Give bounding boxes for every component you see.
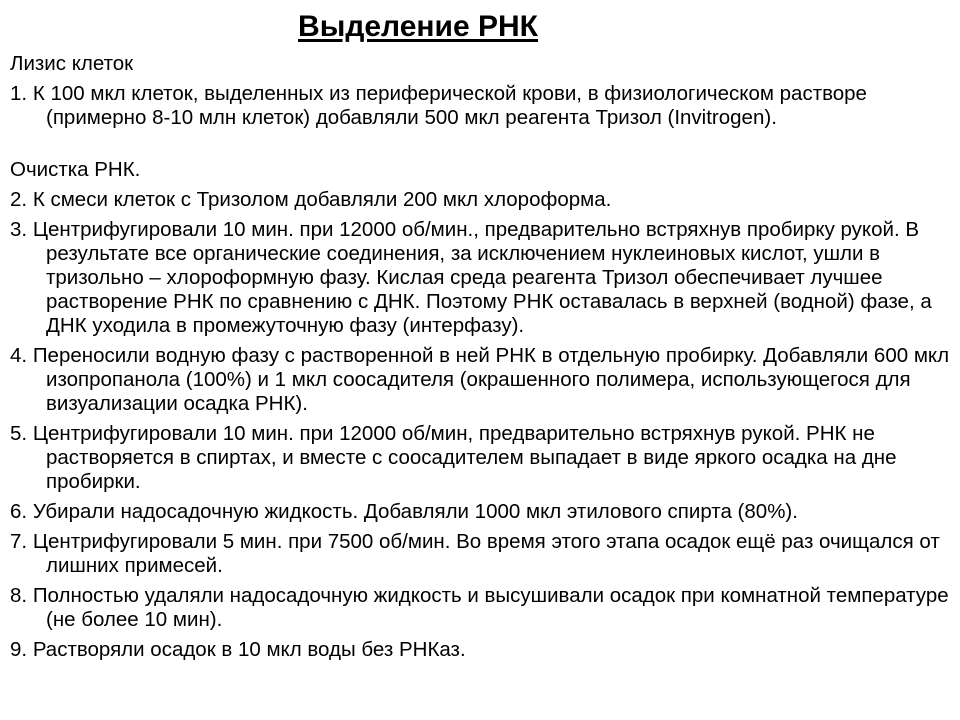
- step-number: 8.: [10, 584, 28, 607]
- step-number: 3.: [10, 218, 28, 241]
- step-8: [10, 584, 950, 632]
- step-1: [10, 82, 950, 130]
- slide-title: Выделение РНК: [298, 10, 538, 43]
- step-text: К 100 мкл клеток, выделенных из периферической крови, в физиологическом растворе (примерно 8-10 млн клеток) добавляли 500 мкл реагента Тризол (Invitrogen).: [32, 82, 867, 129]
- step-text: Центрифугировали 10 мин. при 12000 об/мин, предварительно встряхнув рукой. РНК не растворяется в спиртах, и вместе с соосадителем выпадает в виде яркого осадка на дне пробирки.: [32, 422, 897, 493]
- step-4: [10, 344, 950, 416]
- step-9: [10, 638, 950, 662]
- step-text: Растворяли осадок в 10 мкл воды без РНКаз.: [32, 638, 466, 661]
- step-number: 2.: [10, 188, 28, 211]
- section-heading-purification: Очистка РНК.: [10, 158, 141, 181]
- step-number: 9.: [10, 638, 28, 661]
- section-heading-lysis: Лизис клеток: [10, 52, 134, 75]
- step-number: 1.: [10, 82, 28, 105]
- step-7: [10, 530, 950, 578]
- step-text: Полностью удаляли надосадочную жидкость и высушивали осадок при комнатной температуре (не более 10 мин).: [32, 584, 949, 631]
- step-number: 6.: [10, 500, 28, 523]
- step-2: [10, 188, 950, 212]
- step-text: Центрифугировали 10 мин. при 12000 об/мин., предварительно встряхнув пробирку рукой. В результате все органические соединения, за исключением нуклеиновых кислот, ушли в тризольно – хлороформную фазу. Кислая среда реагента Тризол обеспечивает лучшее растворение РНК по сравнению с ДНК. Поэтому РНК оставалась в верхней (водной) фазе, а ДНК уходила в промежуточную фазу (интерфазу).: [32, 218, 932, 337]
- step-number: 4.: [10, 344, 28, 367]
- step-text: Центрифугировали 5 мин. при 7500 об/мин. Во время этого этапа осадок ещё раз очищался от лишних примесей.: [32, 530, 940, 577]
- slide-body: [10, 52, 950, 668]
- step-text: Убирали надосадочную жидкость. Добавляли 1000 мкл этилового спирта (80%).: [32, 500, 798, 523]
- step-6: [10, 500, 950, 524]
- step-text: Переносили водную фазу с растворенной в ней РНК в отдельную пробирку. Добавляли 600 мкл изопропанола (100%) и 1 мкл соосадителя (окрашенного полимера, использующегося для визуализации осадка РНК).: [32, 344, 950, 415]
- step-number: 7.: [10, 530, 28, 553]
- step-text: К смеси клеток с Тризолом добавляли 200 мкл хлороформа.: [32, 188, 612, 211]
- step-number: 5.: [10, 422, 28, 445]
- step-3: [10, 218, 950, 338]
- step-5: [10, 422, 950, 494]
